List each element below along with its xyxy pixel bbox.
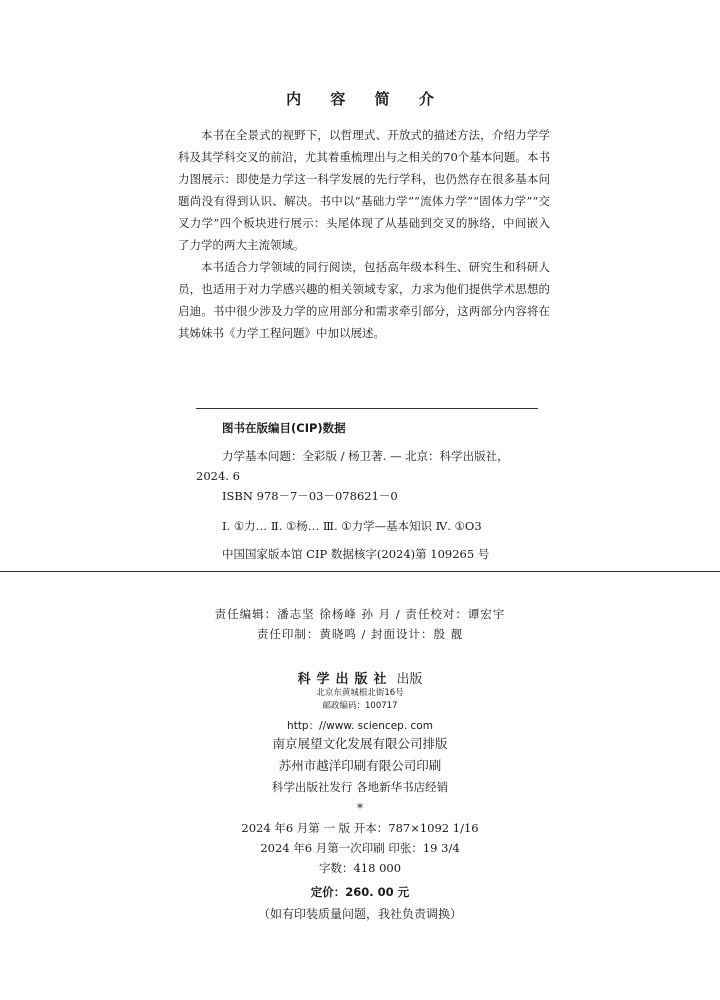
- editors-line: 责任编辑：潘志坚 徐杨峰 孙 月 / 责任校对：谭宏宇: [214, 607, 506, 621]
- cip-block: [196, 418, 538, 564]
- page-title: 内 容 简 介: [286, 90, 446, 108]
- summary-section: [178, 124, 550, 344]
- publisher-name: 科学出版社: [297, 672, 393, 687]
- publisher-website: http：//www. sciencep. com: [287, 720, 433, 732]
- typesetter: 南京展望文化发展有限公司排版: [272, 736, 448, 751]
- separator-star: *: [357, 801, 363, 815]
- publisher-suffix: 出版: [396, 672, 423, 687]
- cip-heading: 图书在版编目(CIP)数据: [222, 421, 346, 435]
- price: 定价：260. 00 元: [310, 885, 410, 899]
- cip-top-rule: [196, 408, 538, 409]
- summary-paragraph: 本书适合力学领域的同行阅读，包括高年级本科生、研究生和科研人员，也适用于对力学感兴趣的相关领域专家，力求为他们提供学术思想的启迪。书中很少涉及力学的应用部分和需求牵引部分，这两部分内容将在其姊妹书《力学工程问题》中加以展述。: [178, 260, 550, 340]
- editors-line: 责任印制：黄晓鸣 / 封面设计：殷 靓: [256, 627, 464, 641]
- edition-row: 字数：418 000: [318, 861, 402, 875]
- publisher-postcode: 邮政编码：100717: [322, 701, 398, 711]
- edition-row: 2024 年6 月第一次印刷 印张：19 3/4: [260, 841, 460, 855]
- editors-block: [0, 604, 720, 644]
- cip-isbn: ISBN 978－7－03－078621－0: [222, 489, 398, 503]
- publisher-block: [0, 668, 720, 797]
- edition-row: 2024 年6 月第 一 版 开本：787×1092 1/16: [241, 821, 479, 835]
- cip-bottom-rule: [0, 571, 720, 572]
- publisher-address: 北京东黄城根北街16号: [316, 688, 404, 698]
- edition-block: [0, 798, 720, 924]
- cip-description: 力学基本问题：全彩版 / 杨卫著. — 北京：科学出版社，2024. 6: [196, 449, 509, 483]
- publisher-line: [0, 668, 720, 687]
- quality-note: （如有印装质量问题，我社负责调换）: [257, 907, 462, 921]
- distribution: 科学出版社发行 各地新华书店经销: [271, 780, 449, 794]
- cip-classification: Ⅰ. ①力… Ⅱ. ①杨… Ⅲ. ①力学—基本知识 Ⅳ. ①O3: [222, 519, 482, 533]
- summary-paragraph: 本书在全景式的视野下，以哲理式、开放式的描述方法，介绍力学学科及其学科交叉的前沿，尤其着重梳理出与之相关的70个基本问题。本书力图展示：即使是力学这一科学发展的先行学科，也仍然存在很多基本问题尚没有得到认识、解决。书中以“基础力学”“流体力学”“固体力学”“交叉力学”四个板块进行展示：头尾体现了从基础到交叉的脉络，中间嵌入了力学的两大主流领域。: [178, 128, 550, 252]
- cip-number: 中国国家版本馆 CIP 数据核字(2024)第 109265 号: [222, 547, 490, 561]
- printer: 苏州市越洋印刷有限公司印刷: [278, 758, 442, 773]
